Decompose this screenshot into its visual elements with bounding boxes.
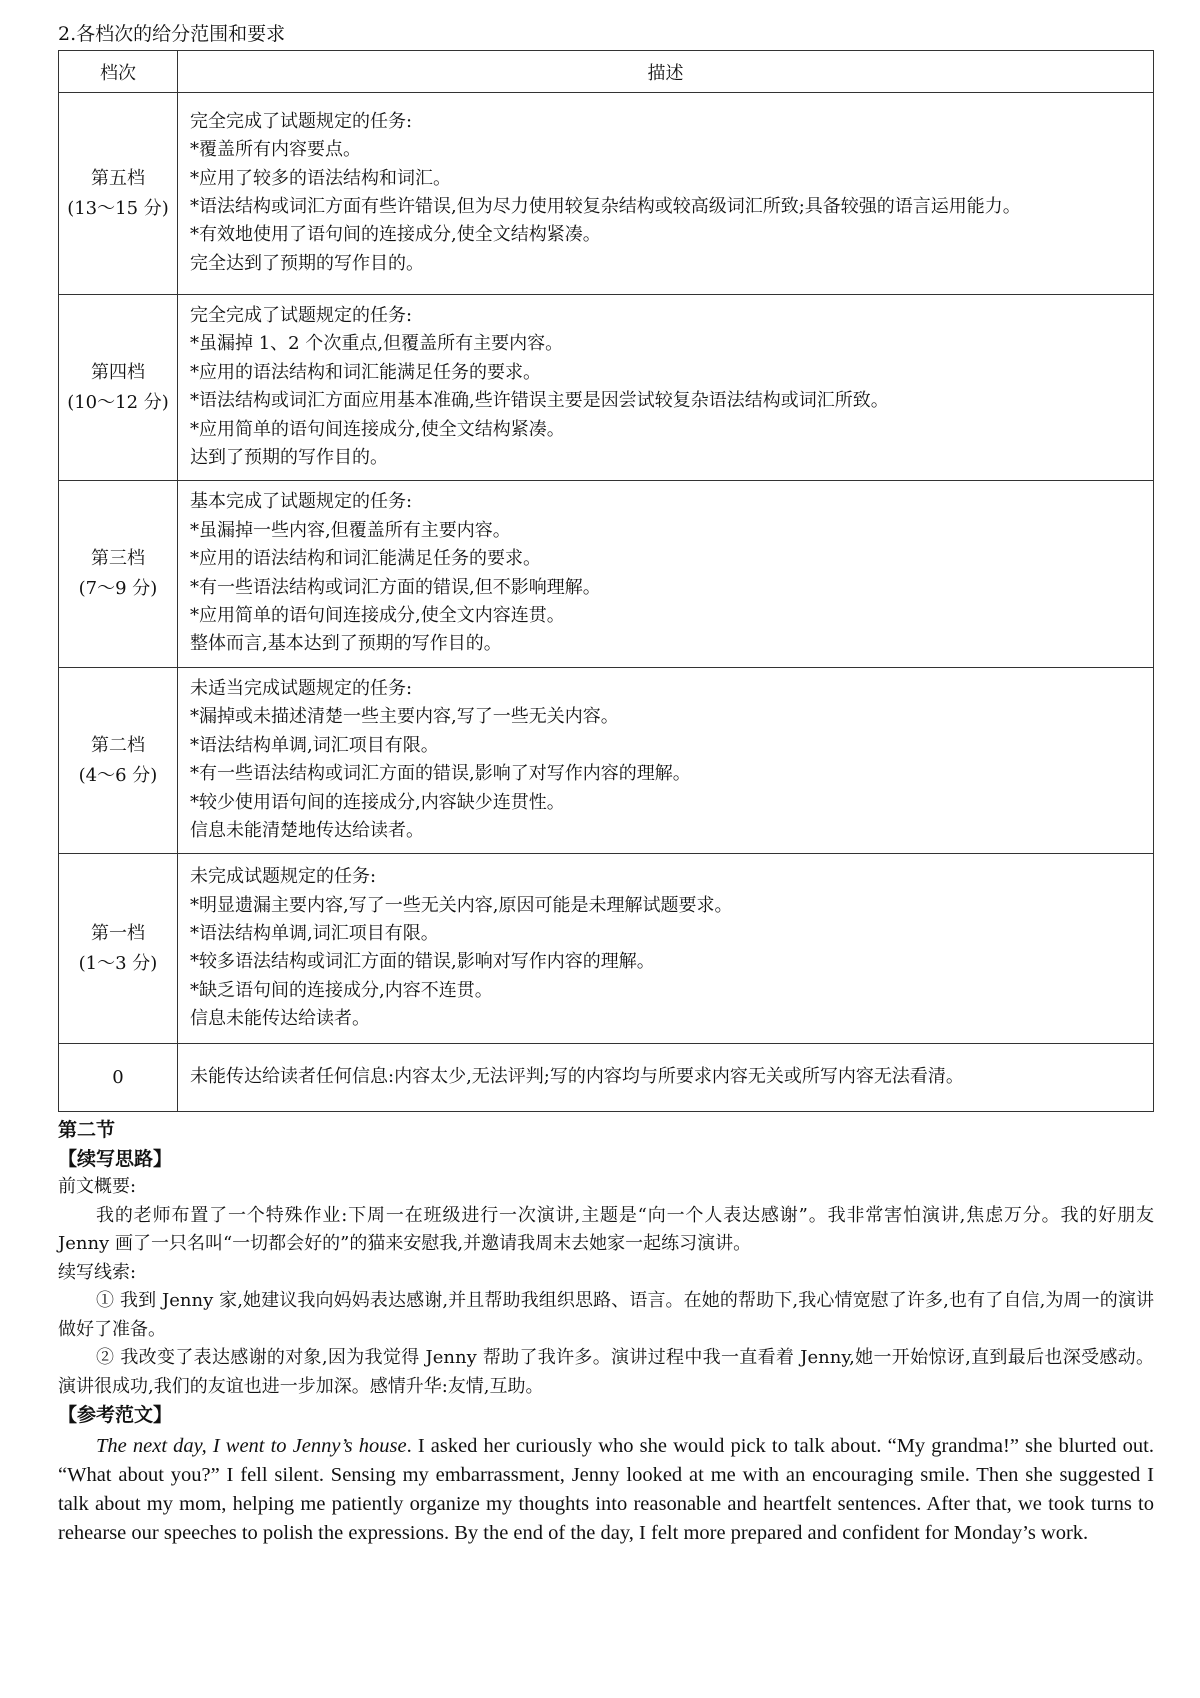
description-line: *覆盖所有内容要点。 [190, 139, 361, 161]
part-heading: 第二节 [58, 1119, 116, 1142]
summary-label: 前文概要: [58, 1176, 137, 1198]
clues-label: 续写线索: [58, 1261, 137, 1283]
description-line: 完全完成了试题规定的任务: [190, 110, 413, 132]
level-name: 0 [112, 1066, 124, 1088]
clue-two: ② 我改变了表达感谢的对象,因为我觉得 Jenny 帮助了我许多。演讲过程中我一直看着 Jenny,她一开始惊讶,直到最后也深受感动。演讲很成功,我们的友谊也进一步加深。感情升华:友情,互助。 [58, 1347, 1154, 1397]
table-row [59, 295, 1154, 481]
summary-text: 我的老师布置了一个特殊作业:下周一在班级进行一次演讲,主题是“向一个人表达感谢”。我非常害怕演讲,焦虑万分。我的好朋友 Jenny 画了一只名叫“一切都会好的”的猫来安慰我,并邀请我周末去她家一起练习演讲。 [58, 1204, 1154, 1255]
part-two [58, 1116, 1154, 1548]
level-cell [59, 667, 178, 853]
sample-essay-opening: The next day, I went to Jenny’s house [96, 1434, 407, 1457]
level-range: (1～3 分) [78, 952, 158, 974]
description-line: 整体而言,基本达到了预期的写作目的。 [190, 633, 502, 655]
description-cell [178, 854, 1154, 1044]
description-line: *应用简单的语句间连接成分,使全文内容连贯。 [190, 605, 565, 627]
level-name: 第四档 [91, 361, 145, 383]
level-range: (10～12 分) [67, 391, 169, 413]
description-line: 达到了预期的写作目的。 [190, 447, 388, 469]
table-header-row [59, 51, 1154, 93]
description-line: *有一些语法结构或词汇方面的错误,影响了对写作内容的理解。 [190, 763, 691, 785]
level-name: 第一档 [91, 922, 145, 944]
level-cell [59, 1044, 178, 1112]
level-range: (7～9 分) [78, 578, 158, 600]
level-name: 第五档 [91, 167, 145, 189]
table-row [59, 854, 1154, 1044]
clue-one: ① 我到 Jenny 家,她建议我向妈妈表达感谢,并且帮助我组织思路、语言。在她的帮助下,我心情宽慰了许多,也有了自信,为周一的演讲做好了准备。 [58, 1290, 1154, 1340]
description-line: *应用了较多的语法结构和词汇。 [190, 167, 451, 189]
rubric-table [58, 50, 1154, 1112]
description-line: *语法结构单调,词汇项目有限。 [190, 734, 439, 756]
description-line: *应用简单的语句间连接成分,使全文结构紧凑。 [190, 418, 565, 440]
document-page [58, 18, 1154, 1548]
level-cell [59, 93, 178, 295]
level-cell [59, 295, 178, 481]
description-line: *应用的语法结构和词汇能满足任务的要求。 [190, 548, 541, 570]
description-line: *缺乏语句间的连接成分,内容不连贯。 [190, 979, 493, 1001]
description-cell [178, 667, 1154, 853]
sample-essay-body: . I asked her curiously who she would pick to talk about. “My grandma!” she blurted out. “What about you?” I fell silent. Sensing my embarrassment, Jenny looked at me with an encouraging smile. Then she suggested I talk about my mom, helping me patiently organize my thoughts into reasonable and heartfelt sentences. After that, we took turns to rehearse our speeches to polish the expressions. By the end of the day, I felt more prepared and confident for Monday’s work. [58, 1434, 1154, 1544]
sample-essay [58, 1432, 1154, 1548]
level-cell [59, 481, 178, 667]
description-line: *虽漏掉 1、2 个次重点,但覆盖所有主要内容。 [190, 333, 564, 355]
description-cell [178, 93, 1154, 295]
description-line: *语法结构或词汇方面应用基本准确,些许错误主要是因尝试较复杂语法结构或词汇所致。 [190, 390, 889, 412]
description-line: 信息未能清楚地传达给读者。 [190, 819, 424, 841]
level-name: 第三档 [91, 548, 145, 570]
table-row [59, 1044, 1154, 1112]
description-line: 未适当完成试题规定的任务: [190, 677, 413, 699]
description-line: *应用的语法结构和词汇能满足任务的要求。 [190, 361, 541, 383]
description-cell [178, 295, 1154, 481]
sample-heading: 【参考范文】 [58, 1404, 173, 1427]
description-line: *较多语法结构或词汇方面的错误,影响对写作内容的理解。 [190, 951, 655, 973]
description-line: 未能传达给读者任何信息:内容太少,无法评判;写的内容均与所要求内容无关或所写内容无法看清。 [190, 1066, 964, 1088]
description-cell [178, 481, 1154, 667]
description-line: *语法结构单调,词汇项目有限。 [190, 922, 439, 944]
description-line: *有一些语法结构或词汇方面的错误,但不影响理解。 [190, 576, 601, 598]
table-row [59, 667, 1154, 853]
description-line: *虽漏掉一些内容,但覆盖所有主要内容。 [190, 519, 511, 541]
section-title: 2.各档次的给分范围和要求 [58, 23, 286, 45]
description-line: *较少使用语句间的连接成分,内容缺少连贯性。 [190, 791, 565, 813]
idea-heading: 【续写思路】 [58, 1147, 173, 1170]
description-line: 信息未能传达给读者。 [190, 1008, 370, 1030]
level-name: 第二档 [91, 734, 145, 756]
level-cell [59, 854, 178, 1044]
header-description: 描述 [178, 51, 1154, 93]
header-level: 档次 [59, 51, 178, 93]
description-line: 未完成试题规定的任务: [190, 866, 377, 888]
level-range: (13～15 分) [67, 197, 169, 219]
description-line: 完全达到了预期的写作目的。 [190, 252, 424, 274]
description-line: *明显遗漏主要内容,写了一些无关内容,原因可能是未理解试题要求。 [190, 894, 733, 916]
table-row [59, 93, 1154, 295]
level-range: (4～6 分) [78, 764, 158, 786]
table-row [59, 481, 1154, 667]
description-line: 基本完成了试题规定的任务: [190, 491, 413, 513]
description-line: 完全完成了试题规定的任务: [190, 305, 413, 326]
description-line: *有效地使用了语句间的连接成分,使全文结构紧凑。 [190, 224, 601, 246]
description-cell [178, 1044, 1154, 1112]
description-line: *语法结构或词汇方面有些许错误,但为尽力使用较复杂结构或较高级词汇所致;具备较强的语言运用能力。 [190, 196, 1021, 217]
description-line: *漏掉或未描述清楚一些主要内容,写了一些无关内容。 [190, 706, 619, 728]
